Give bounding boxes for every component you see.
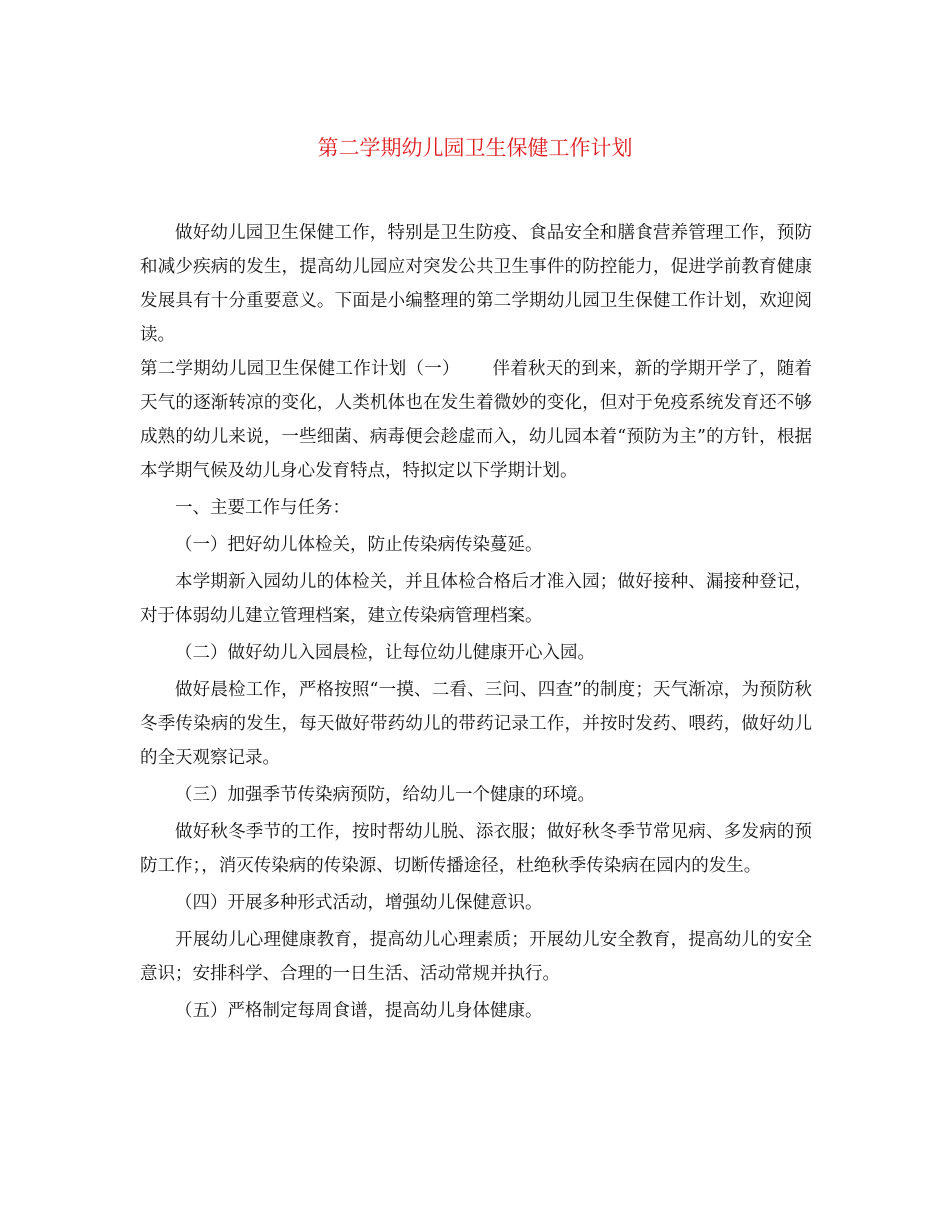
subheading-weekly-menu: （五）严格制定每周食谱，提高幼儿身体健康。 bbox=[175, 1001, 543, 1021]
section-heading-main-tasks: 一、主要工作与任务： bbox=[175, 498, 350, 518]
paragraph-morning-check: 做好晨检工作，严格按照“一摸、二看、三问、四查”的制度；天气渐凉，为预防秋冬季传染病的发生，每天做好带药幼儿的带药记录工作，并按时发药、喂药，做好幼儿的全天观察记录。 bbox=[140, 680, 812, 768]
subheading-physical-exam: （一）把好幼儿体检关，防止传染病传染蔓延。 bbox=[175, 535, 543, 555]
paragraph-activities: 开展幼儿心理健康教育，提高幼儿心理素质；开展幼儿安全教育，提高幼儿的安全意识；安排科学、合理的一日生活、活动常规并执行。 bbox=[140, 930, 812, 984]
paragraph-seasonal-prevention: 做好秋冬季节的工作，按时帮幼儿脱、添衣服；做好秋冬季节常见病、多发病的预防工作；，消灭传染病的传染源、切断传播途径，杜绝秋季传染病在园内的发生。 bbox=[140, 822, 812, 876]
document-body bbox=[140, 216, 812, 1028]
intro-paragraph: 做好幼儿园卫生保健工作，特别是卫生防疫、食品安全和膳食营养管理工作，预防和减少疾病的发生，提高幼儿园应对突发公共卫生事件的防控能力，促进学前教育健康发展具有十分重要意义。下面是小编整理的第二学期幼儿园卫生保健工作计划，欢迎阅读。 bbox=[140, 223, 812, 345]
paragraph-physical-exam: 本学期新入园幼儿的体检关，并且体检合格后才准入园；做好接种、漏接种登记，对于体弱幼儿建立管理档案，建立传染病管理档案。 bbox=[140, 572, 812, 626]
subheading-morning-check: （二）做好幼儿入园晨检，让每位幼儿健康开心入园。 bbox=[175, 643, 595, 663]
subheading-seasonal-prevention: （三）加强季节传染病预防，给幼儿一个健康的环境。 bbox=[175, 785, 595, 805]
document-title: 第二学期幼儿园卫生保健工作计划 bbox=[317, 136, 633, 160]
subheading-activities: （四）开展多种形式活动，增强幼儿保健意识。 bbox=[175, 893, 543, 913]
plan-one-paragraph: 第二学期幼儿园卫生保健工作计划（一） 伴着秋天的到来，新的学期开学了，随着天气的逐渐转凉的变化，人类机体也在发生着微妙的变化，但对于免疫系统发育还不够成熟的幼儿来说，一些细菌、病毒便会趁虚而入，幼儿园本着“预防为主”的方针，根据本学期气候及幼儿身心发育特点，特拟定以下学期计划。 bbox=[140, 359, 812, 481]
